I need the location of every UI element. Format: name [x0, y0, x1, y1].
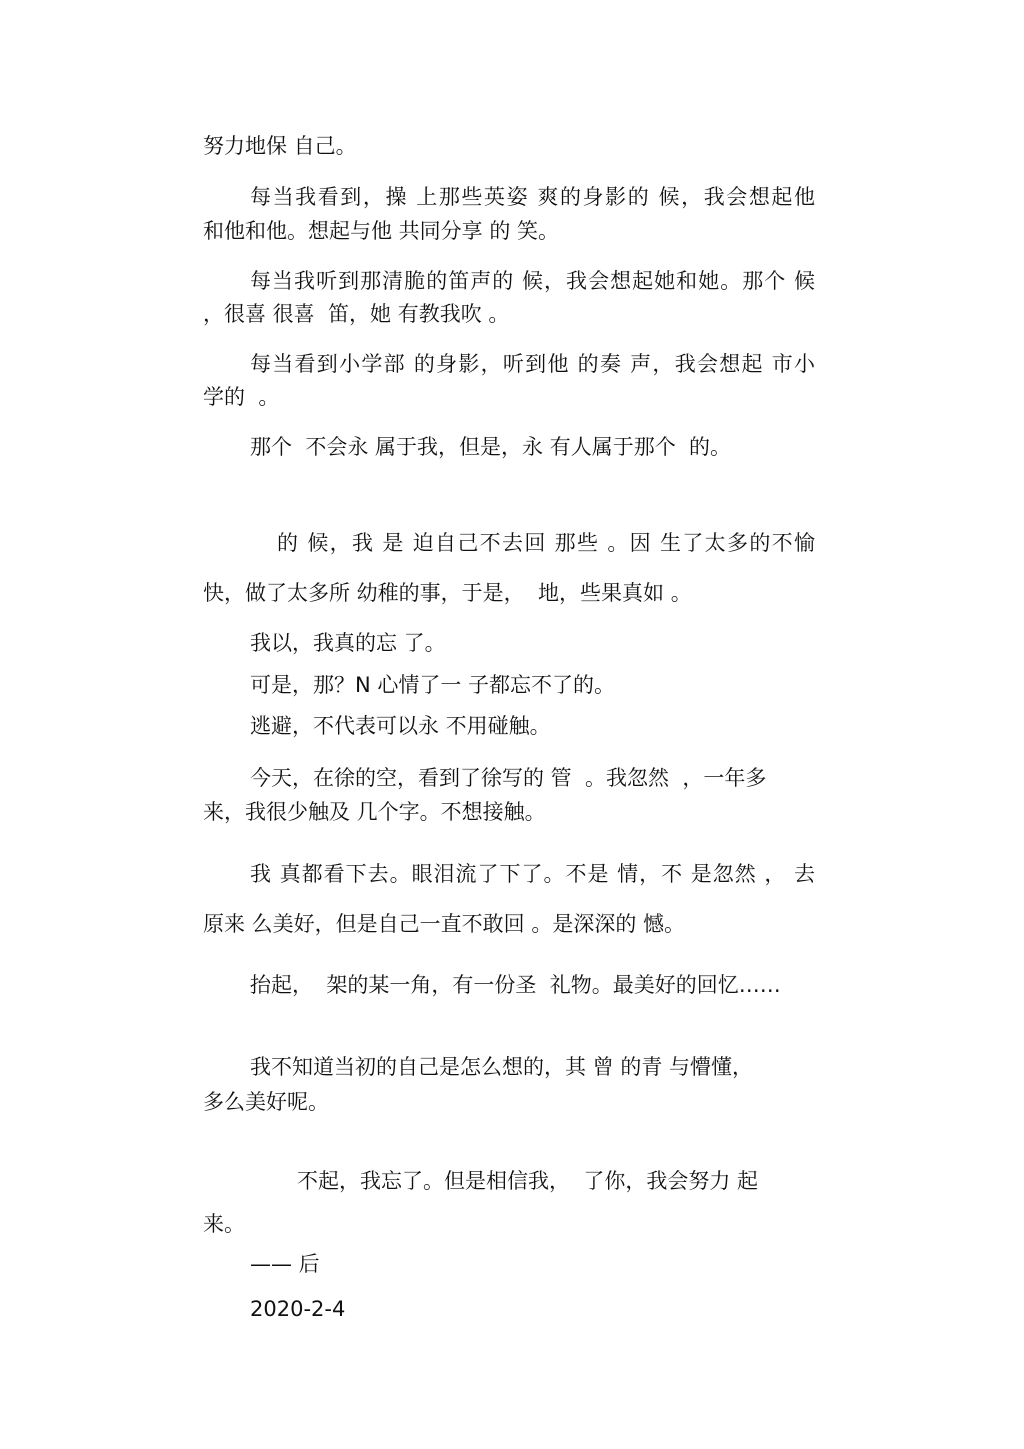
text-line: 每当我听到那清脆的笛声的 候，我会想起她和她。那个 候 — [250, 269, 815, 293]
text-line: 来，我很少触及 几个字。不想接触。 — [203, 800, 546, 824]
text-line: ，很喜 很喜 笛，她 有教我吹 。 — [203, 302, 510, 326]
text-line: 不起，我忘了。但是相信我， 了你，我会努力 起 — [297, 1169, 759, 1193]
text-line: 抬起， 架的某一角，有一份圣 礼物。最美好的回忆…… — [250, 973, 781, 997]
signature-line: —— 后 — [250, 1252, 320, 1276]
text-line: 的 候，我 是 迫自己不去回 那些 。因 生了太多的不愉 — [277, 531, 815, 555]
text-line: 每当我看到，操 上那些英姿 爽的身影的 候，我会想起他 — [250, 185, 815, 209]
text-line: 来。 — [203, 1212, 245, 1236]
text-line: 原来 么美好，但是自己一直不敢回 。是深深的 憾。 — [203, 912, 686, 936]
text-line: 和他和他。想起与他 共同分享 的 笑。 — [203, 219, 560, 243]
text-line: 学的 。 — [203, 385, 280, 409]
date-line: 2020-2-4 — [250, 1297, 346, 1321]
text-line: 我不知道当初的自己是怎么想的，其 曾 的青 与懵懂， — [250, 1055, 754, 1079]
text-line: 今天，在徐的空，看到了徐写的 管 。我忽然 ，一年多 — [250, 766, 767, 790]
text-line: 我 真都看下去。眼泪流了下了。不是 情，不 是忽然 ， 去 — [250, 862, 815, 886]
text-line: 可是，那？N 心情了一 子都忘不了的。 — [250, 673, 616, 697]
text-line: 那个 不会永 属于我，但是，永 有人属于那个 的。 — [250, 435, 732, 459]
text-line: 逃避，不代表可以永 不用碰触。 — [250, 714, 551, 738]
text-line: 努力地保 自己。 — [203, 134, 357, 158]
text-line: 我以，我真的忘 了。 — [250, 631, 446, 655]
text-line: 快，做了太多所 幼稚的事，于是， 地，些果真如 。 — [203, 581, 692, 605]
text-line: 多么美好呢。 — [203, 1090, 329, 1114]
text-line: 每当看到小学部 的身影，听到他 的奏 声，我会想起 市小 — [250, 352, 815, 376]
